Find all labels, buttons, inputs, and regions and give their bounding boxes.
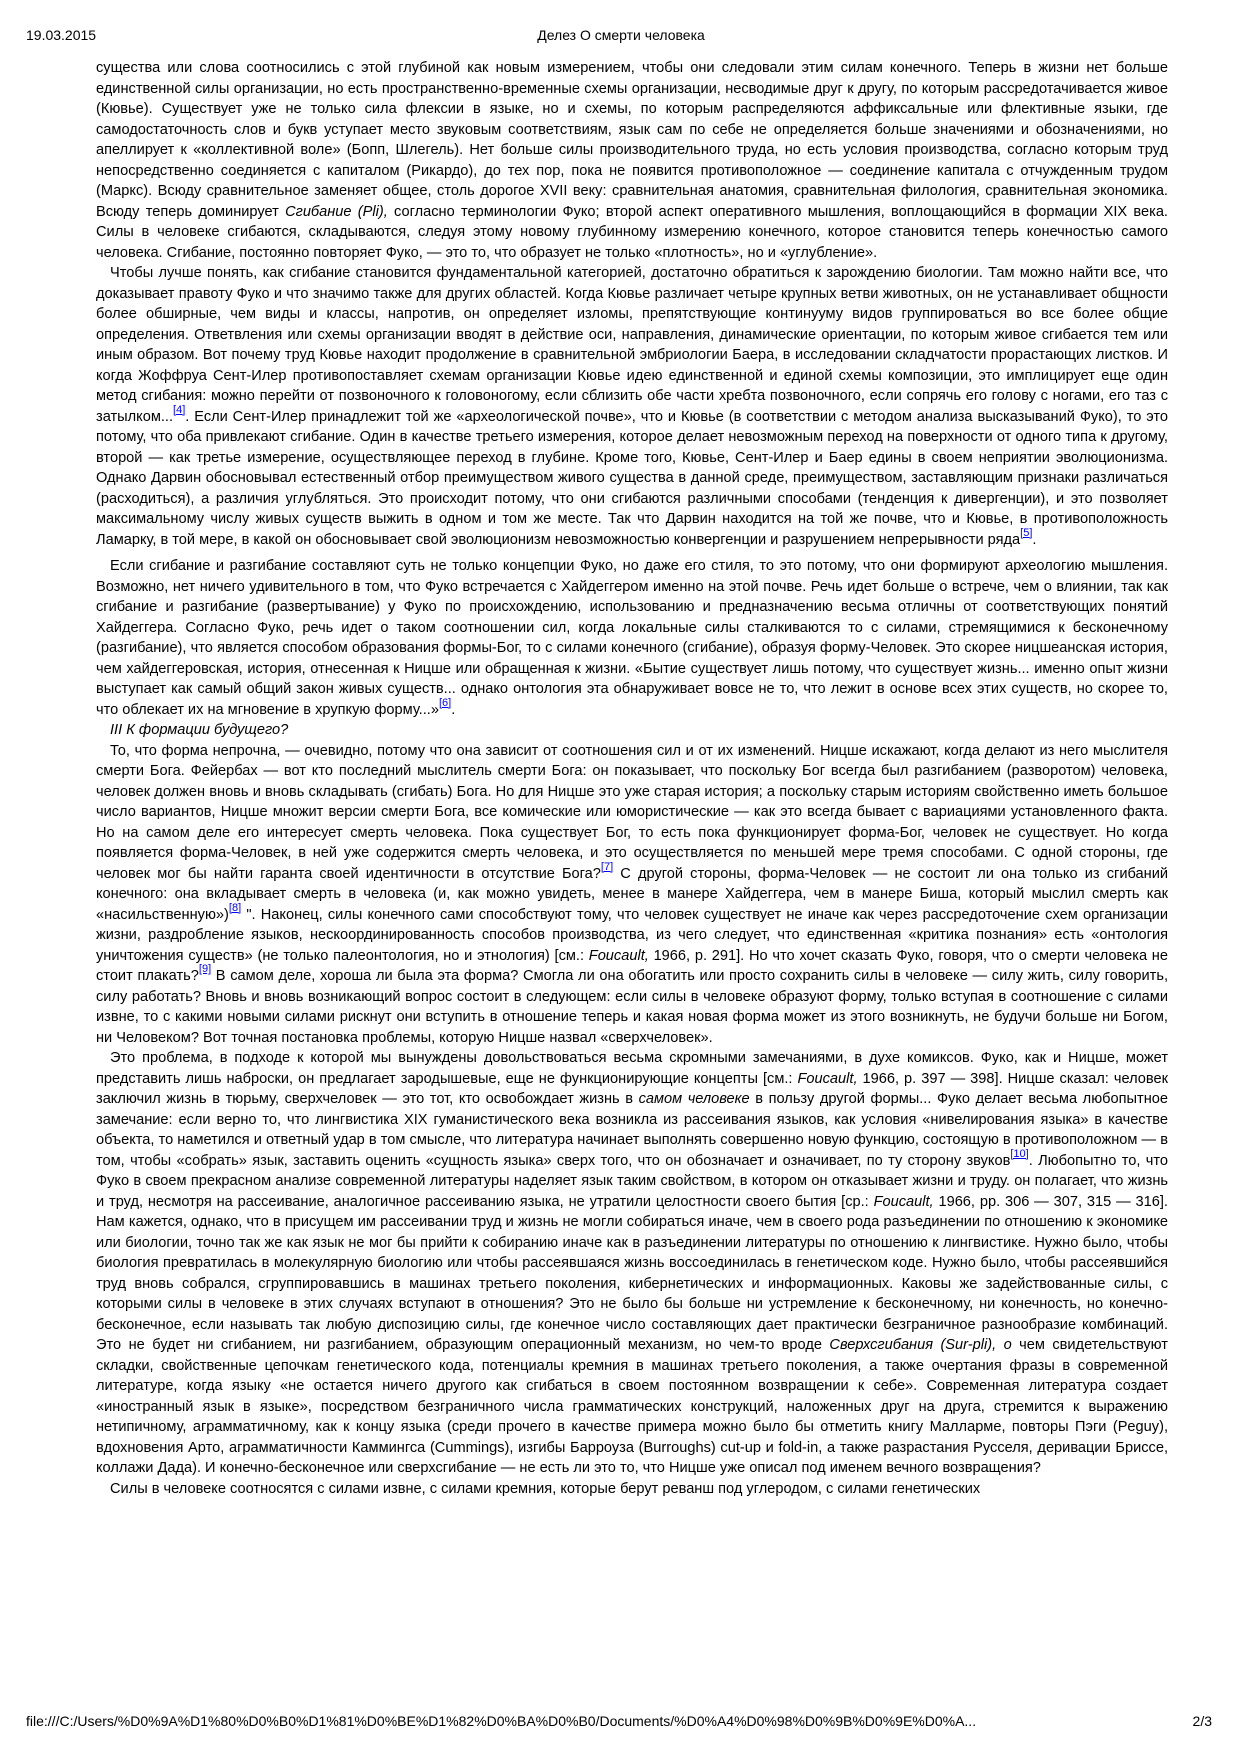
paragraph-5: Это проблема, в подходе к которой мы вынуждены довольствоваться весьма скромными замечаниями, в духе комиксов. Фуко, как и Ницше, может представить лишь наброски, он предлагает зародышевые, еще не функционирующие концепты [см.: Foucault, 1966, p. 397 — 398]. Ницше сказал: человек заключил жизнь в тюрьму, сверхчеловек — это тот, кто освобождает жизнь в самом человеке в пользу другой формы... Фуко делает весьма любопытное замечание: если верно то, что лингвистика XIX гуманистического века возникла из рассеивания языков, как условия «нивелирования языка» в качестве объекта, то наметился и ответный удар в том смысле, что литература начинает выполнять совершенно новую функцию, состоящую в противоположном — в том, чтобы «собрать» язык, заставить оценить «сущность языка» сверх того, что он обозначает и означивает, по ту сторону звуков[10]. Любопытно то, что Фуко в своем прекрасном анализе современной литературы наделяет язык таким свойством, в котором он отказывает жизни и труду. он полагает, что жизнь и труд, несмотря на рассеивание, аналогичное рассеиванию языка, не утратили целостности своего бытия [ср.: Foucault, 1966, pp. 306 — 307, 315 — 316]. Нам кажется, однако, что в присущем им рассеивании труд и жизнь не могли собираться иначе, чем в своего рода разъединении по отношению к экономике или биологии, точно так же как язык не мог бы прийти к собиранию иначе как в разъединении литературы по отношению к лингвистике. Нужно было, чтобы биология превратилась в молекулярную биологию или чтобы рассеявшаяся жизнь воссоединилась в генетическом коде. Нужно было, чтобы рассеявшийся труд вновь собрался, сгруппировавшись в машинах третьего поколения, кибернетических и информационных. Каковы же задействованные силы, с которыми силы в человеке в этих случаях вступают в отношения? Это не было бы больше ни устремление к бесконечному, ни конечность, но конечно-бесконечное, если называть так любую диспозицию силы, где конечное число составляющих дает практически безграничное разнообразие комбинаций. Это не будет ни сгибанием, ни разгибанием, образующим операционный механизм, но чем-то вроде Сверхсгибания (Sur-pli), о чем свидетельствуют складки, свойственные цепочкам генетического кода, потенциалы кремния в машинах третьего поколения, а также очертания фразы в современной литературе, когда языку «не остается ничего другого как сгибаться в своем постоянном возвращении к себе». Современная литература создает «иностранный язык в языке», посредством безграничного числа грамматических конструкций, наложенных друг на друга, стремится к выражению нетипичному, аграмматичному, как к концу языка (среди прочего в качестве примера можно было бы отметить книгу Малларме, повторы Пэги (Peguy), вдохновения Арто, аграмматичности Каммингса (Cummings), изгибы Барроуза (Burroughs) cut-up и fold-in, а также разрастания Русселя, деривации Бриссе, коллажи Дада). И конечно-бесконечное или сверхсгибание — не есть ли это то, что Ницше уже описал под именем вечного возвращения? <box>96 1050 1168 1476</box>
footnote-link-6[interactable]: [6] <box>438 696 452 709</box>
header-date: 19.03.2015 <box>26 27 97 43</box>
footnote-link-5[interactable]: [5] <box>1020 526 1033 539</box>
paragraph-3: Если сгибание и разгибание составляют суть не только концепции Фуко, но даже его стиля, то это потому, что они формируют археологию мышления. Возможно, нет ничего удивительного в том, что Фуко встречается с Хайдеггером именно на этой почве. Речь идет больше о встрече, чем о влиянии, так как сгибание и разгибание (развертывание) у Фуко по происхождению, использованию и предназначению весьма отличны от соответствующих понятий Хайдеггера. Согласно Фуко, речь идет о таком соотношении сил, когда локальные силы сталкиваются то с силами, стремящимися к бесконечному (разгибание), что является способом образования формы-Бог, то с силами конечного (сгибание), образуя форму-Человек. Это скорее ницшеанская история, чем хайдеггеровская, история, отнесенная к Ницше или обращенная к жизни. «Бытие существует лишь потому, что существует жизнь... именно опыт жизни выступает как самый общий закон живых существ... однако онтология эта обнаруживает вовсе не то, что лежит в основе всех этих существ, но скорее то, что облекает их на мгновение в хрупкую форму...»[6]. <box>96 558 1168 718</box>
paragraph-2: Чтобы лучше понять, как сгибание становится фундаментальной категорией, достаточно обратиться к зарождению биологии. Там можно найти все, что доказывает правоту Фуко и что значимо также для других областей. Когда Кювье различает четыре крупных ветви животных, он не устанавливает общности более обширные, чем виды и классы, напротив, он определяет изломы, препятствующие континууму видов группироваться во все более общие определения. Ответвления или схемы организации вводят в действие оси, направления, динамические ориентации, по которым живое сгибается тем или иным образом. Вот почему труд Кювье находит продолжение в сравнительной эмбриологии Баера, в исследовании складчатости прорастающих листков. И когда Жоффруа Сент-Илер противопоставляет схемам организации Кювье идею единственной и единой схемы композиции, это имплицирует еще один метод сгибания: можно перейти от позвоночного к головоногому, если сблизить обе части хребта позвоночного, если сопрячь его голову с ногами, его таз с затылком...[4]. Если Сент-Илер принадлежит той же «археологической почве», что и Кювье (в соответствии с методом анализа высказываний Фуко), то это потому, что оба привлекают сгибание. Один в качестве третьего измерения, которое делает невозможным переход на поверхности от одного типа к другому, второй — как третье измерение, осуществляющее переход в глубине. Кроме того, Кювье, Сент-Илер и Баер едины в своем неприятии эволюционизма. Однако Дарвин обосновывал естественный отбор преимуществом живого существа в данной среде, преимуществом, заставляющим признаки различаться (расходиться), а различия углубляться. Это происходит потому, что они сгибаются различными способами (тенденция к дивергенции), и это позволяет максимальному числу живых существ выжить в одном и том же месте. Так что Дарвин находится на той же почве, что и Кювье, в противоположность Ламарку, в той мере, в какой он обосновывает свой эволюционизм невозможностью конвергенции и разрушением непрерывности ряда[5]. <box>96 265 1168 548</box>
footer-page-number: 2/3 <box>1192 1713 1212 1729</box>
paragraph-6: Силы в человеке соотносятся с силами извне, с силами кремния, которые берут реванш под углеродом, с силами генетических <box>110 1480 981 1497</box>
footnote-link-7[interactable]: [7] <box>600 860 614 873</box>
document-body <box>96 58 1168 1499</box>
paragraph-4: То, что форма непрочна, — очевидно, потому что она зависит от соотношения сил и от их изменений. Ницше искажают, когда делают из него мыслителя смерти Бога. Фейербах — вот кто последний мыслитель смерти Бога: он показывает, что поскольку Бог всегда был разгибанием (разворотом) человека, человек должен вновь и вновь складывать (сгибать) Бога. Но для Ницше это уже старая история; а поскольку старым историям свойственно иметь большое число вариантов, Ницше множит версии смерти Бога, все комические или юмористические — как это всегда бывает с вариациями установленного факта. Но на самом деле его интересует смерть человека. Пока существует Бог, то есть пока функционирует форма-Бог, человек не существует. Но когда появляется форма-Человек, в ней уже содержится смерть человека, и это осуществляется по меньшей мере тремя способами. С одной стороны, где человек мог бы найти гаранта своей идентичности в отсутствие Бога?[7] С другой стороны, форма-Человек — не состоит ли она только из сгибаний конечного: она вкладывает смерть в человека (и, как можно увидеть, менее в манере Хайдеггера, чем в манере Биша, который мыслил смерть как «насильственную»)[8] ". Наконец, силы конечного сами способствуют тому, что человек существует не иначе как через рассредоточение схем организации жизни, раздробление языков, нескоординированность способов производства, из чего следует, что единственная «критика познания» есть «онтология уничтожения существ» (не только палеонтология, но и этнология) [см.: Foucault, 1966, p. 291]. Но что хочет сказать Фуко, говоря, что о смерти человека не стоит плакать?[9] В самом деле, хороша ли была эта форма? Смогла ли она обогатить или просто сохранить силы в человеке — силу жить, силу говорить, силу работать? Вновь и вновь возникающий вопрос состоит в следующем: если силы в человеке образуют форму, только вступая в соотношение с силами извне, то с какими новыми силами рискнут они вступить в отношение теперь и какая новая форма может из этого возникнуть, не будучи больше ни Богом, ни Человеком? Вот точная постановка проблемы, которую Ницше назвал «сверхчеловек». <box>96 742 1168 1046</box>
footnote-link-4[interactable]: [4] <box>173 403 186 416</box>
header-title: Делез О смерти человека <box>537 27 705 43</box>
section-heading: III К формации будущего? <box>110 722 289 738</box>
footnote-link-10[interactable]: [10] <box>1010 1147 1029 1160</box>
footer-file-path: file:///C:/Users/%D0%9A%D1%80%D0%B0%D1%81%D0%BE%D1%82%D0%BA%D0%B0/Documents/%D0%A4%D0%98%D0%9B%D0%9E%D0%A... <box>26 1713 977 1729</box>
footnote-link-8[interactable]: [8] <box>228 901 242 914</box>
paragraph-1: существа или слова соотносились с этой глубиной как новым измерением, чтобы они следовали этим силам конечного. Теперь в жизни нет больше единственной силы организации, но есть пространственно-временные схемы организации, несводимые друг к другу, по которым рассредотачивается живое (Кювье). Существует уже не только сила флексии в языке, но и схемы, по которым распределяются аффиксальные или флективные языки, где самодостаточность слов и букв уступает место звуковым соответствиям, язык сам по себе не определяется больше значениями и обозначениями, но апеллирует к «коллективной воле» (Бопп, Шлегель). Нет больше силы производительного труда, но есть условия производства, согласно которым труд непосредственно соединяется с капиталом (Рикардо), до тех пор, пока не появится противоположное — соединение капитала с отчужденным трудом (Маркс). Всюду сравнительное заменяет общее, столь дорогое XVII веку: сравнительная анатомия, сравнительная филология, сравнительная экономика. Всюду теперь доминирует Сгибание (Pli), согласно терминологии Фуко; второй аспект оперативного мышления, воплощающийся в формации XIX века. Силы в человеке сгибаются, складываются, следуя этому новому глубинному измерению конечного, которое становится теперь конечностью самого человека. Сгибание, постоянно повторяет Фуко, — это то, что образует не только «плотность», но и «углубление». <box>96 60 1168 261</box>
italic-term: Сгибание (Pli), <box>285 203 388 220</box>
footnote-link-9[interactable]: [9] <box>198 963 212 975</box>
